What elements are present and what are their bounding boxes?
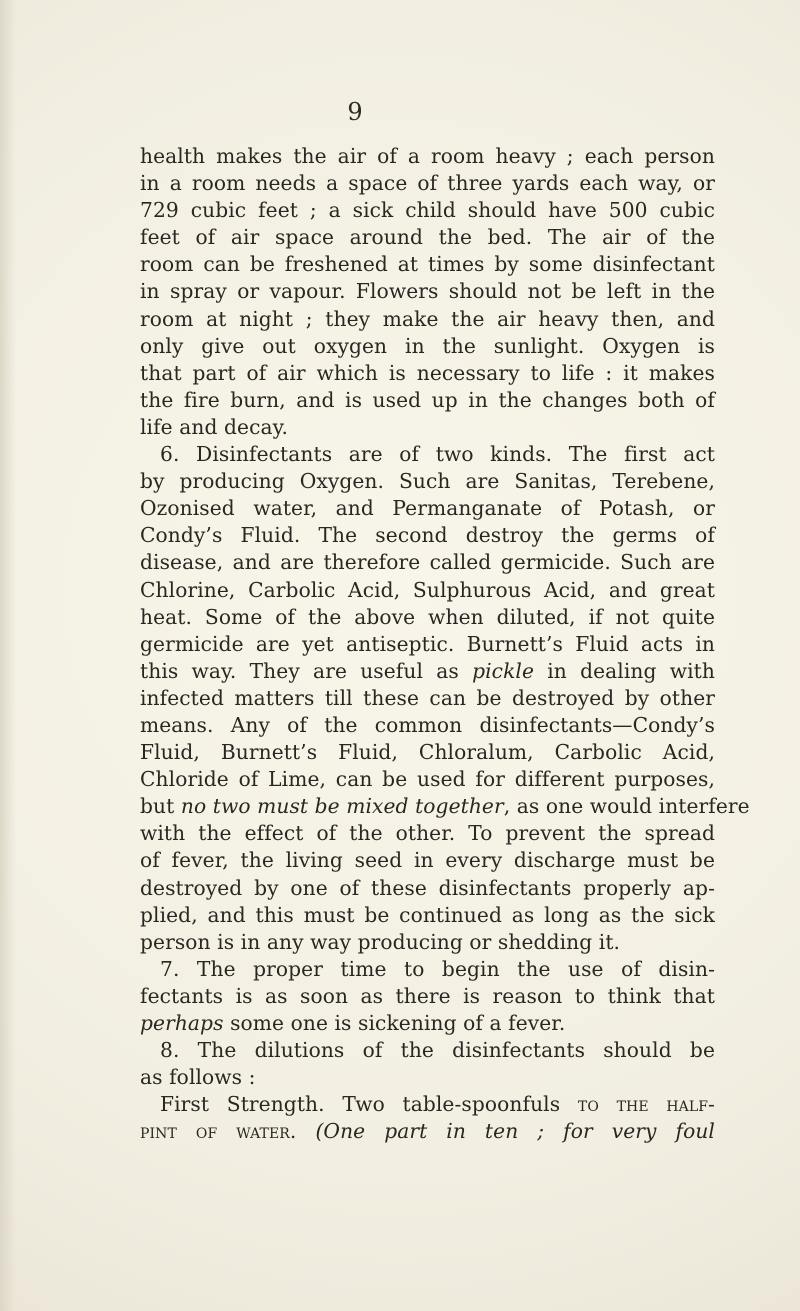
text-line: room at night ; they make the air heavy then, and bbox=[140, 306, 715, 331]
text-line: feet of air space around the bed. The air of the bbox=[140, 225, 715, 250]
text-segment: in dealing with bbox=[534, 658, 716, 683]
text-line: that part of air which is necessary to life : it makes bbox=[140, 360, 715, 385]
text-segment: this way. They are useful as bbox=[140, 658, 473, 683]
text-line: 7. The proper time to begin the use of disin- bbox=[160, 956, 715, 981]
text-line bbox=[140, 1091, 715, 1118]
text-line: person is in any way producing or shedding it. bbox=[140, 929, 621, 954]
text-line bbox=[140, 658, 715, 685]
text-line: Condy’s Fluid. The second destroy the germs of bbox=[140, 523, 715, 548]
text-segment: , as one would interfere bbox=[503, 794, 750, 819]
text-segment: First Strength. Two table-spoonfuls bbox=[160, 1092, 578, 1117]
page-number: 9 bbox=[347, 98, 363, 126]
text-line: the fire burn, and is used up in the changes both of bbox=[140, 387, 715, 412]
small-caps-text: pint of water. bbox=[140, 1119, 297, 1144]
text-line bbox=[140, 1010, 715, 1037]
text-line: in spray or vapour. Flowers should not be left in the bbox=[140, 279, 715, 304]
text-line: heat. Some of the above when diluted, if not quite bbox=[140, 604, 715, 629]
text-line: with the effect of the other. To prevent the spread bbox=[140, 821, 715, 846]
text-line: 8. The dilutions of the disinfectants should be bbox=[160, 1038, 715, 1063]
text-line: Fluid, Burnett’s Fluid, Chloralum, Carbolic Acid, bbox=[140, 740, 715, 765]
text-line: only give out oxygen in the sunlight. Oxygen is bbox=[140, 333, 715, 358]
body-text bbox=[140, 143, 750, 1145]
text-line: Chlorine, Carbolic Acid, Sulphurous Acid, and great bbox=[140, 577, 715, 602]
text-line: as follows : bbox=[140, 1065, 256, 1090]
small-caps-text: to the half- bbox=[577, 1092, 715, 1117]
text-line: life and decay. bbox=[140, 414, 288, 439]
text-line: Ozonised water, and Permanganate of Potash, or bbox=[140, 496, 715, 521]
italic-text: (One part in ten ; for very foul bbox=[315, 1119, 715, 1144]
text-line: germicide are yet antiseptic. Burnett’s Fluid acts in bbox=[140, 631, 715, 656]
text-line bbox=[140, 1118, 715, 1145]
text-line: plied, and this must be continued as long as the sick bbox=[140, 902, 715, 927]
text-segment bbox=[296, 1119, 315, 1143]
text-line: Chloride of Lime, can be used for different purposes, bbox=[140, 767, 715, 792]
text-line: by producing Oxygen. Such are Sanitas, Terebene, bbox=[140, 469, 715, 494]
text-line: in a room needs a space of three yards each way, or bbox=[140, 171, 715, 196]
text-segment: some one is sickening of a fever. bbox=[223, 1011, 566, 1035]
text-line: health makes the air of a room heavy ; each person bbox=[140, 144, 715, 168]
italic-text: no two must be mixed together bbox=[180, 794, 504, 819]
text-line bbox=[140, 793, 750, 820]
text-line: room can be freshened at times by some disinfectant bbox=[140, 252, 715, 277]
text-line: destroyed by one of these disinfectants properly ap- bbox=[140, 875, 715, 900]
text-line: 6. Disinfectants are of two kinds. The first act bbox=[160, 442, 715, 467]
page-binding-shadow bbox=[0, 0, 16, 1311]
text-line: means. Any of the common disinfectants—Condy’s bbox=[140, 712, 715, 737]
italic-text: perhaps bbox=[140, 1011, 224, 1035]
text-line: infected matters till these can be destroyed by other bbox=[140, 685, 715, 710]
text-line: of fever, the living seed in every discharge must be bbox=[140, 848, 715, 873]
text-line: disease, and are therefore called germicide. Such are bbox=[140, 550, 715, 575]
text-segment: but bbox=[140, 794, 181, 819]
italic-text: pickle bbox=[472, 658, 534, 683]
text-line: fectants is as soon as there is reason to think that bbox=[140, 983, 715, 1008]
text-line: 729 cubic feet ; a sick child should have 500 cubic bbox=[140, 198, 715, 223]
